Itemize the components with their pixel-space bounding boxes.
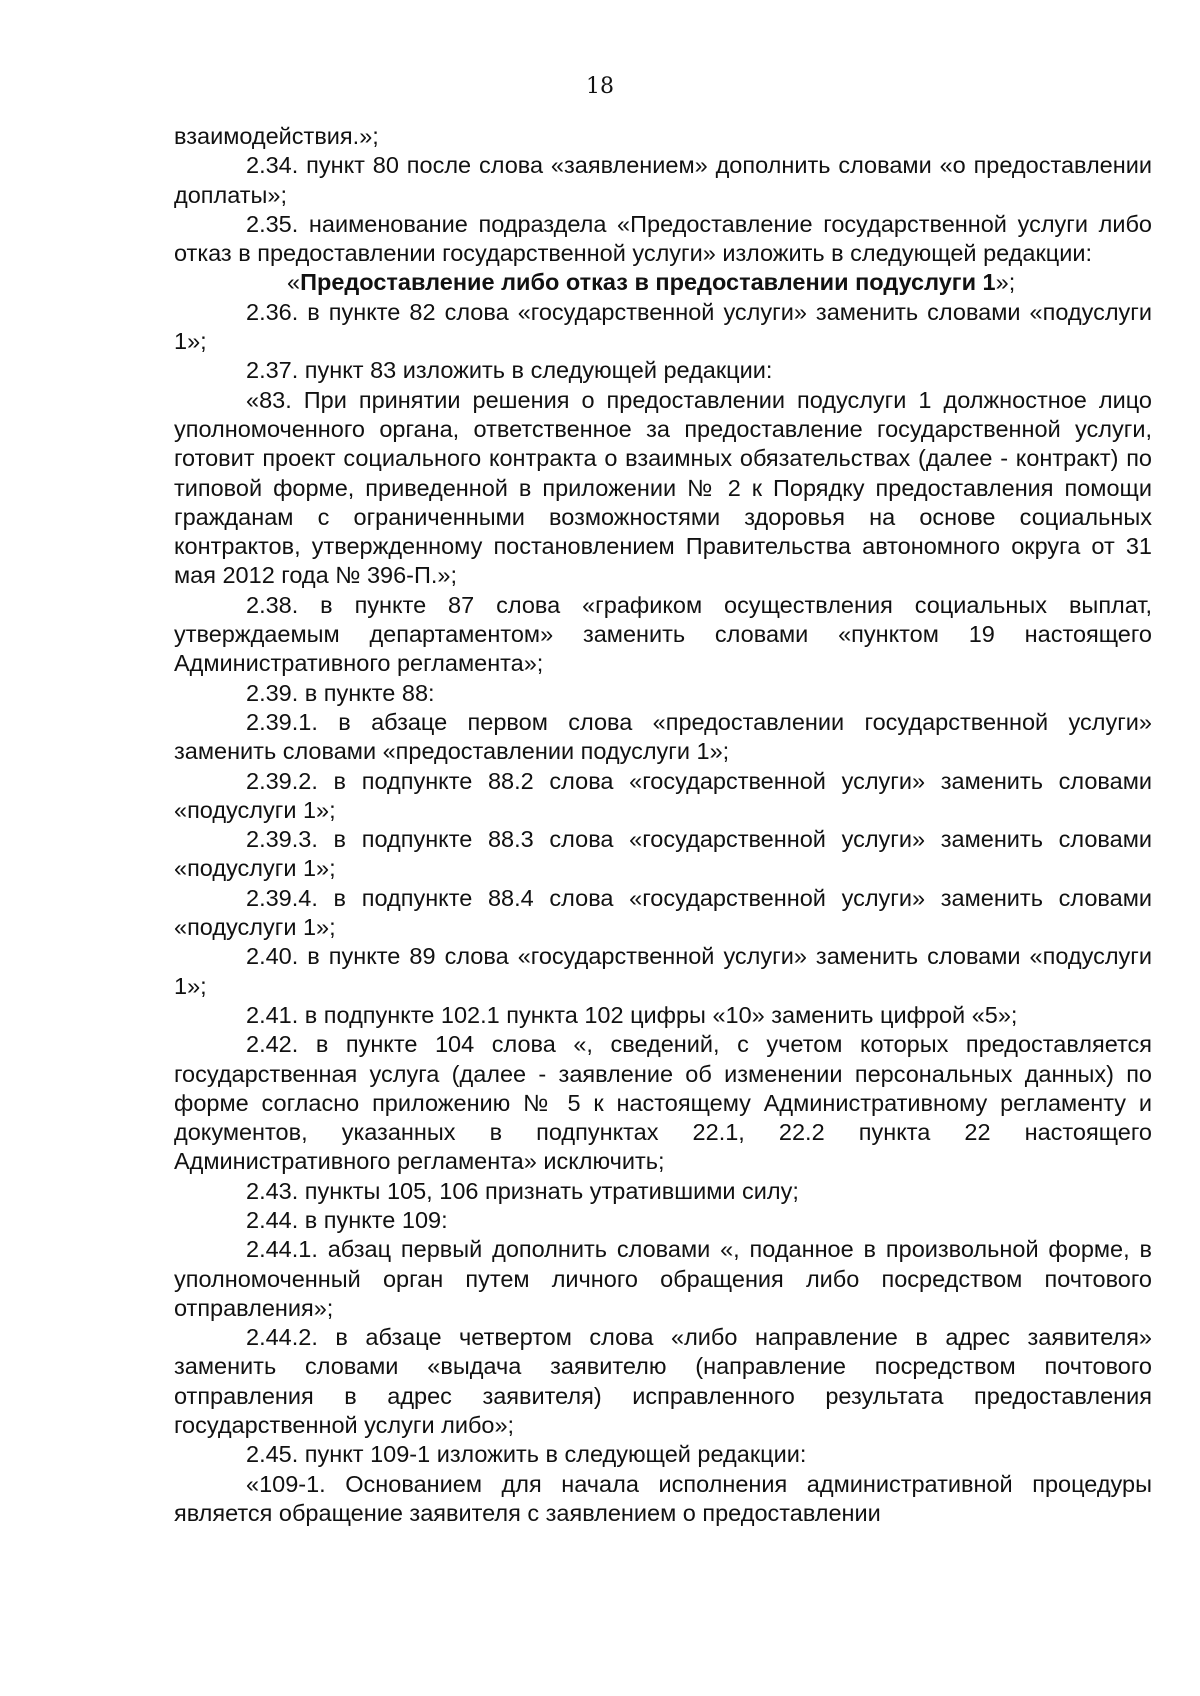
page-number: 18 bbox=[586, 74, 614, 99]
paragraph: 2.41. в подпункте 102.1 пункта 102 цифры «10» заменить цифрой «5»; bbox=[246, 1001, 1018, 1028]
paragraph: 2.35. наименование подраздела «Предоставление государственной услуги либо отказ в предоставлении государственной услуги» изложить в следующей редакции: bbox=[174, 210, 1152, 267]
paragraph: 2.37. пункт 83 изложить в следующей редакции: bbox=[246, 357, 773, 384]
paragraph: 2.36. в пункте 82 слова «государственной услуги» заменить словами «подуслуги 1»; bbox=[174, 298, 1152, 355]
paragraph: 2.45. пункт 109-1 изложить в следующей редакции: bbox=[246, 1441, 807, 1468]
paragraph: 2.34. пункт 80 после слова «заявлением» дополнить словами «о предоставлении доплаты»; bbox=[174, 152, 1152, 208]
paragraph: 2.39.3. в подпункте 88.3 слова «государственной услуги» заменить словами «подуслуги 1»; bbox=[174, 826, 1152, 882]
heading-bold-text: Предоставление либо отказ в предоставлении подуслуги 1 bbox=[300, 269, 996, 296]
paragraph: «83. При принятии решения о предоставлении подуслуги 1 должностное лицо уполномоченного органа, ответственное за предоставление государственной услуги, готовит проект социального контракта о взаимных обязательствах (далее - контракт) по типовой форме, приведенной в приложении № 2 к Порядку предоставления помощи гражданам с ограниченными возможностями здоровья на основе социальных контрактов, утвержденному постановлением Правительства автономного округа от 31 мая 2012 года № 396-П.»; bbox=[174, 386, 1152, 589]
paragraph: 2.44.1. абзац первый дополнить словами «, поданное в произвольной форме, в уполномоченный орган путем личного обращения либо посредством почтового отправления»; bbox=[174, 1236, 1152, 1321]
heading-open-quote: « bbox=[287, 269, 301, 296]
paragraph: 2.44.2. в абзаце четвертом слова «либо направление в адрес заявителя» заменить словами «выдача заявителю (направление посредством почтового отправления в адрес заявителя) исправленного результата предоставления государственной услуги либо»; bbox=[174, 1324, 1152, 1439]
paragraph: 2.38. в пункте 87 слова «графиком осуществления социальных выплат, утверждаемым департаментом» заменить словами «пунктом 19 настоящего Административного регламента»; bbox=[174, 591, 1152, 677]
heading-close-quote: »; bbox=[995, 269, 1016, 296]
paragraph: 2.39.1. в абзаце первом слова «предоставлении государственной услуги» заменить словами «предоставлении подуслуги 1»; bbox=[174, 708, 1152, 765]
paragraph: «109-1. Основанием для начала исполнения административной процедуры является обращение заявителя с заявлением о предоставлении bbox=[174, 1470, 1152, 1526]
paragraph: 2.43. пункты 105, 106 признать утратившими силу; bbox=[246, 1177, 799, 1204]
paragraph: 2.39.4. в подпункте 88.4 слова «государственной услуги» заменить словами «подуслуги 1»; bbox=[174, 884, 1152, 941]
paragraph: взаимодействия.»; bbox=[174, 123, 379, 149]
paragraph: 2.39. в пункте 88: bbox=[246, 679, 435, 706]
paragraph: 2.40. в пункте 89 слова «государственной услуги» заменить словами «подуслуги 1»; bbox=[174, 943, 1152, 999]
section-heading bbox=[174, 268, 1152, 297]
paragraph: 2.42. в пункте 104 слова «, сведений, с учетом которых предоставляется государственная услуга (далее - заявление об изменении персональных данных) по форме согласно приложению № 5 к настоящему Административному регламенту и документов, указанных в подпунктах 22.1, 22.2 пункта 22 настоящего Административного регламента» исключить; bbox=[174, 1031, 1152, 1175]
document-body bbox=[174, 122, 1152, 1528]
paragraph: 2.44. в пункте 109: bbox=[246, 1206, 448, 1233]
paragraph: 2.39.2. в подпункте 88.2 слова «государственной услуги» заменить словами «подуслуги 1»; bbox=[174, 767, 1152, 823]
